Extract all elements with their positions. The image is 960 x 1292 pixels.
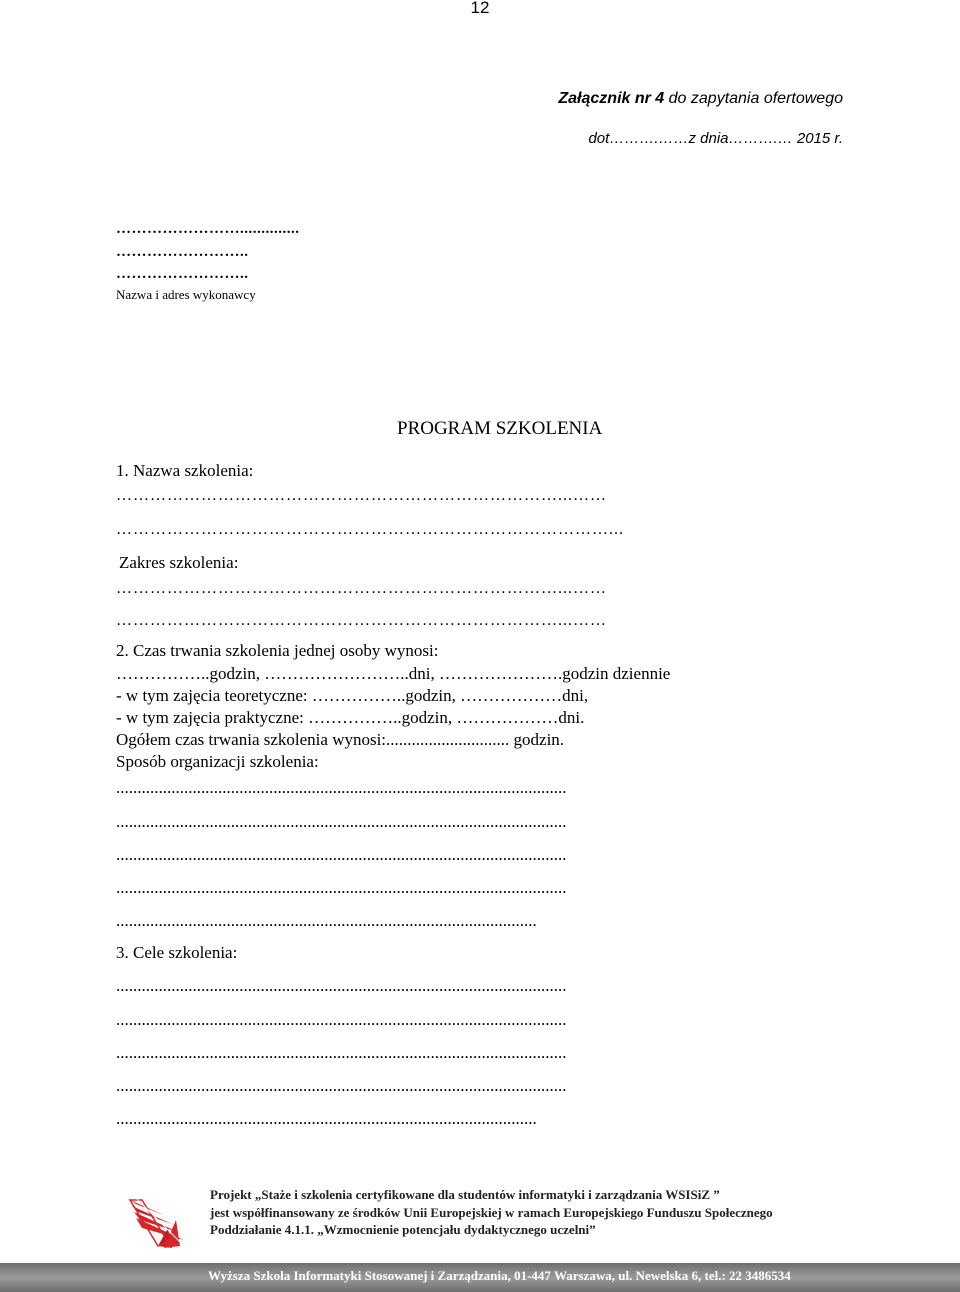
footer-address-bar (0, 1263, 960, 1292)
program-title: PROGRAM SZKOLENIA (397, 418, 603, 439)
footer-cofinance-line: jest współfinansowany ze środków Unii Europejskiej w ramach Europejskiego Funduszu Społecznego (210, 1205, 773, 1220)
section-2-label: 2. Czas trwania szkolenia jednej osoby wynosi: (116, 641, 439, 660)
organization-fill-3: .......................................................................................................... (116, 845, 567, 864)
goals-fill-4: .......................................................................................................... (116, 1076, 567, 1095)
attachment-heading (558, 90, 843, 108)
section-1-label: 1. Nazwa szkolenia: (116, 461, 254, 480)
footer (0, 1176, 960, 1292)
practice-hours-line: - w tym zajęcia praktyczne: ……………..godzin, ………………dni. (116, 708, 585, 727)
scope-label: Zakres szkolenia: (119, 553, 239, 572)
goals-fill-2: .......................................................................................................... (116, 1010, 567, 1029)
goals-fill-3: .......................................................................................................... (116, 1043, 567, 1062)
contractor-dots-line-3: …………………….. (116, 266, 249, 282)
training-name-fill-2: ……………………………………………………………………………... (116, 521, 624, 538)
scope-fill-2: ……………………………………………………………………...…… (116, 612, 607, 629)
organization-fill-2: .......................................................................................................... (116, 812, 567, 831)
section-3-label: 3. Cele szkolenia: (116, 943, 238, 962)
theory-hours-line: - w tym zajęcia teoretyczne: ……………..godzin, ………………dni, (116, 686, 589, 705)
attachment-number: Załącznik nr 4 (558, 90, 665, 107)
organization-label: Sposób organizacji szkolenia: (116, 752, 319, 771)
organization-fill-1: .......................................................................................................... (116, 778, 567, 797)
contractor-caption: Nazwa i adres wykonawcy (116, 287, 256, 302)
total-duration-line: Ogółem czas trwania szkolenia wynosi:............................. godzin. (116, 730, 565, 749)
reference-date-line: dot……….……z dnia……….… 2015 r. (588, 130, 843, 147)
goals-fill-1: .......................................................................................................... (116, 976, 567, 995)
organization-fill-4: .......................................................................................................... (116, 878, 567, 897)
training-name-fill-1: ……………………………………………………………………...…… (116, 487, 607, 504)
organization-fill-5: ................................................................................................... (116, 911, 537, 930)
attachment-description: do zapytania ofertowego (664, 90, 843, 107)
goals-fill-5: ................................................................................................... (116, 1109, 537, 1128)
contractor-dots-line-2: …………………….. (116, 244, 249, 260)
duration-line: ……………..godzin, ……………………..dni, ………………….godzin dziennie (116, 664, 671, 683)
scope-fill-1: ……………………………………………………………………...…… (116, 580, 607, 597)
university-logo-icon (128, 1190, 190, 1250)
footer-address: Wyższa Szkoła Informatyki Stosowanej i Zarządzania, 01-447 Warszawa, ul. Newelska 6, tel.: 22 3486534 (208, 1268, 791, 1283)
page-number: 12 (470, 0, 490, 17)
footer-project-line: Projekt „Staże i szkolenia certyfikowane dla studentów informatyki i zarządzania WSISiZ ” (210, 1187, 720, 1202)
footer-measure-line: Poddziałanie 4.1.1. „Wzmocnienie potencjału dydaktycznego uczelni” (210, 1222, 596, 1237)
contractor-dots-line-1: …………………….............. (116, 221, 300, 237)
